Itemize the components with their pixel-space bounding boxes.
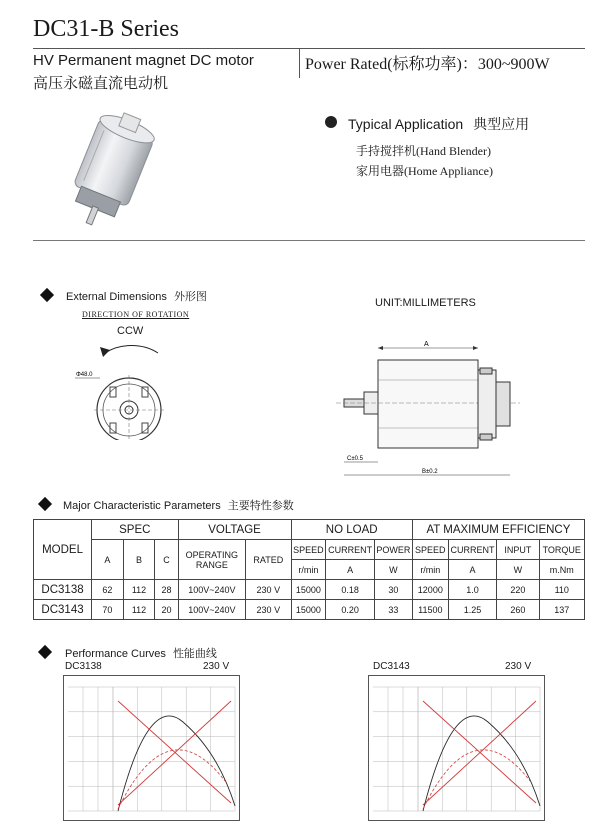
diameter-label: Φ48.0: [76, 372, 93, 378]
table-cell: 70: [92, 600, 124, 620]
table-row: [34, 580, 585, 600]
unit-cell: W: [497, 560, 539, 580]
header-rule: [33, 48, 585, 49]
subtitle-chinese: 高压永磁直流电动机: [33, 75, 169, 92]
model-cell: DC3138: [34, 580, 92, 600]
model-cell: DC3143: [34, 600, 92, 620]
dimension-a-label: A: [424, 341, 429, 348]
dimensions-heading: [66, 288, 207, 304]
column-header-speed: SPEED: [291, 540, 326, 560]
chart-model-label: DC3138: [65, 661, 102, 672]
table-cell: 112: [123, 580, 155, 600]
performance-heading: [65, 645, 217, 661]
table-cell: 15000: [291, 600, 326, 620]
unit-cell: A: [448, 560, 497, 580]
table-subheader-row: [34, 540, 585, 560]
chart-voltage-label: 230 V: [505, 661, 532, 672]
column-header-torque: TORQUE: [539, 540, 584, 560]
chart-frame: [64, 676, 240, 821]
dimensions-heading-label: External Dimensions: [66, 291, 167, 303]
performance-heading-label: Performance Curves: [65, 648, 166, 660]
column-header-power: POWER: [374, 540, 412, 560]
column-header-current: CURRENT: [326, 540, 375, 560]
column-header-a: A: [92, 540, 124, 580]
table-cell: 20: [155, 600, 178, 620]
table-cell: 137: [539, 600, 584, 620]
spec-table: [33, 519, 585, 620]
table-row: [34, 600, 585, 620]
side-view-drawing: [330, 340, 530, 480]
unit-cell: A: [326, 560, 375, 580]
application-item: 家用电器(Home Appliance): [356, 164, 493, 178]
table-cell: 15000: [291, 580, 326, 600]
chart-voltage-label: 230 V: [203, 661, 230, 672]
characteristics-heading: [63, 497, 294, 513]
motor-photo: [62, 100, 172, 235]
table-cell: 30: [374, 580, 412, 600]
chart-frame: [369, 676, 545, 821]
front-view-drawing: [70, 335, 180, 440]
table-cell: 230 V: [246, 580, 291, 600]
application-heading-cn: 典型应用: [473, 116, 530, 132]
header-divider: [299, 48, 300, 78]
table-cell: 62: [92, 580, 124, 600]
column-header-max-efficiency: AT MAXIMUM EFFICIENCY: [412, 520, 584, 540]
column-header-operating-range: OPERATING RANGE: [178, 540, 246, 580]
performance-heading-cn: 性能曲线: [172, 648, 217, 660]
unit-cell: r/min: [291, 560, 326, 580]
table-cell: 110: [539, 580, 584, 600]
table-cell: 33: [374, 600, 412, 620]
table-cell: 100V~240V: [178, 580, 246, 600]
column-header-rated: RATED: [246, 540, 291, 580]
table-cell: 112: [123, 600, 155, 620]
column-header-b: B: [123, 540, 155, 580]
table-header-row: [34, 520, 585, 540]
diamond-bullet-icon: [38, 497, 52, 511]
column-header-speed: SPEED: [412, 540, 448, 560]
unit-cell: m.Nm: [539, 560, 584, 580]
column-header-no-load: NO LOAD: [291, 520, 412, 540]
table-cell: 1.25: [448, 600, 497, 620]
page-title: DC31-B Series: [33, 16, 179, 42]
table-cell: 100V~240V: [178, 600, 246, 620]
diamond-bullet-icon: [38, 645, 52, 659]
dimension-b-label: B±0.2: [422, 469, 438, 475]
table-cell: 11500: [412, 600, 448, 620]
table-cell: 28: [155, 580, 178, 600]
power-rated: Power Rated(标称功率)：300~900W: [305, 56, 550, 73]
column-header-spec: SPEC: [92, 520, 179, 540]
column-header-input: INPUT: [497, 540, 539, 560]
table-cell: 230 V: [246, 600, 291, 620]
table-cell: 1.0: [448, 580, 497, 600]
unit-cell: r/min: [412, 560, 448, 580]
application-heading: [348, 114, 529, 134]
units-label: UNIT:MILLIMETERS: [375, 297, 476, 309]
column-header-model: MODEL: [34, 520, 92, 580]
table-cell: 220: [497, 580, 539, 600]
diamond-bullet-icon: [40, 288, 54, 302]
rotation-direction: CCW: [117, 325, 144, 337]
bullet-icon: [325, 116, 337, 128]
column-header-c: C: [155, 540, 178, 580]
table-cell: 12000: [412, 580, 448, 600]
performance-chart: [368, 675, 545, 821]
application-item: 手持搅拌机(Hand Blender): [356, 144, 491, 158]
application-heading-label: Typical Application: [348, 116, 464, 132]
column-header-voltage: VOLTAGE: [178, 520, 291, 540]
characteristics-heading-cn: 主要特性参数: [227, 500, 294, 512]
performance-chart: [63, 675, 240, 821]
subtitle-english: HV Permanent magnet DC motor: [33, 52, 254, 69]
section-rule: [33, 240, 585, 241]
dimensions-heading-cn: 外形图: [173, 291, 207, 303]
characteristics-heading-label: Major Characteristic Parameters: [63, 500, 221, 512]
unit-cell: W: [374, 560, 412, 580]
dimension-c-label: C±0.5: [347, 456, 363, 462]
column-header-current: CURRENT: [448, 540, 497, 560]
table-cell: 0.20: [326, 600, 375, 620]
table-cell: 0.18: [326, 580, 375, 600]
direction-label: DIRECTION OF ROTATION: [82, 310, 190, 319]
chart-model-label: DC3143: [373, 661, 410, 672]
table-cell: 260: [497, 600, 539, 620]
